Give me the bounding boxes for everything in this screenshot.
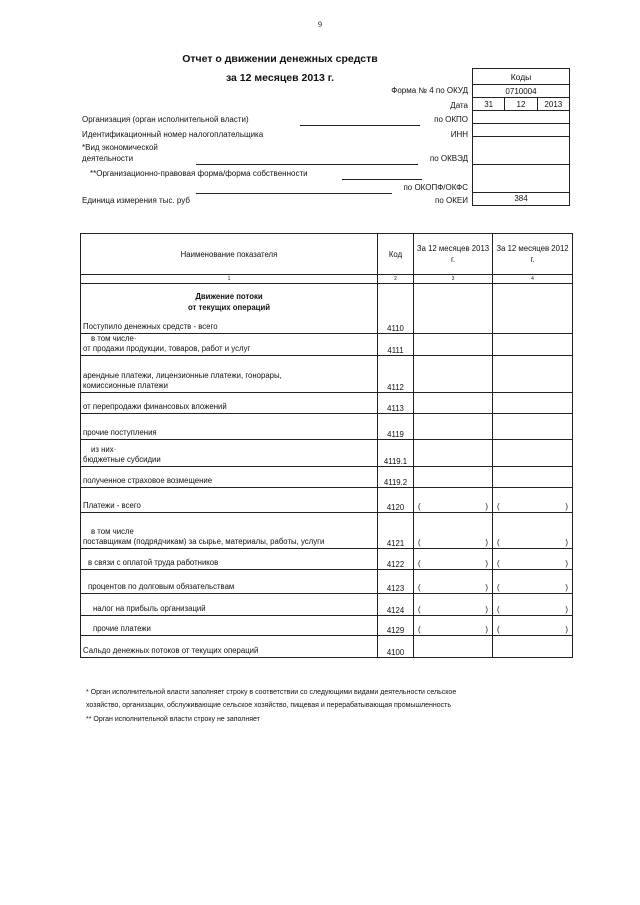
row-code: 4120 (378, 488, 414, 513)
row-pre-label: арендные платежи, лицензионные платежи, гонорары, (83, 371, 282, 380)
activity-label-1: *Вид экономической (82, 143, 158, 152)
open-paren: ( (418, 583, 421, 592)
date-year: 2013 (544, 100, 563, 109)
col-number-3: 3 (414, 275, 493, 284)
organization-underline (300, 125, 420, 126)
open-paren: ( (418, 559, 421, 568)
row-name (81, 440, 378, 467)
value-2012 (493, 570, 573, 594)
row-label: Платежи - всего (83, 501, 141, 510)
section-title-line-2: от текущих операций (187, 303, 271, 312)
row-label: от продажи продукции, товаров, работ и услуг (83, 344, 251, 353)
close-paren: ) (485, 583, 488, 592)
table-body (81, 284, 573, 658)
row-code: 4119 (378, 414, 414, 440)
organization-label: Организация (орган исполнительной власти) (82, 115, 249, 124)
taxpayer-id-label: Идентификационный номер налогоплательщика (82, 130, 264, 139)
value-2012 (493, 594, 573, 616)
row-label: полученное страховое возмещение (83, 476, 213, 485)
table-row (81, 570, 573, 594)
open-paren: ( (497, 559, 500, 568)
close-paren: ) (485, 502, 488, 511)
row-name (81, 284, 378, 334)
table-row (81, 356, 573, 393)
okud-label: Форма № 4 по ОКУД (391, 86, 468, 95)
table-row (81, 440, 573, 467)
okved-value (473, 137, 569, 165)
row-pre-label: в том числе· (91, 334, 137, 343)
legal-form-label: **Организационно-правовая форма/форма собственности (90, 169, 308, 178)
okved-label: по ОКВЭД (429, 154, 468, 163)
footnote-1-line-2: хозяйство, организации, обслуживающие сельское хозяйство, пищевая и перерабатывающая промышленность (86, 702, 452, 709)
open-paren: ( (497, 502, 500, 511)
row-label: от перепродажи финансовых вложений (83, 402, 227, 411)
open-paren: ( (418, 502, 421, 511)
report-title: Отчет о движении денежных средств (182, 53, 378, 65)
row-name (81, 616, 378, 636)
row-label: прочие платежи (93, 624, 151, 633)
value-2012 (493, 636, 573, 658)
row-name (81, 393, 378, 414)
open-paren: ( (497, 538, 500, 547)
row-code: 4123 (378, 570, 414, 594)
date-label: Дата (450, 101, 468, 110)
table-header-row (81, 234, 573, 275)
value-2013 (414, 440, 493, 467)
row-code: 4119.2 (378, 467, 414, 488)
cash-flow-table (80, 233, 573, 658)
row-label: налог на прибыль организаций (93, 604, 206, 613)
column-number-row (81, 275, 573, 284)
value-2012 (493, 513, 573, 549)
unit-label: Единица измерения тыс. руб (82, 196, 190, 205)
open-paren: ( (418, 625, 421, 634)
table-row (81, 594, 573, 616)
okpo-label: по ОКПО (434, 115, 468, 124)
row-name (81, 467, 378, 488)
row-label: Сальдо денежных потоков от текущих операций (83, 646, 259, 655)
row-label: в связи с оплатой труда работников (88, 558, 219, 567)
row-name (81, 594, 378, 616)
okpo-value (473, 111, 569, 124)
row-label: Поступило денежных средств - всего (83, 322, 218, 331)
close-paren: ) (565, 559, 568, 568)
close-paren: ) (565, 502, 568, 511)
value-2013 (414, 570, 493, 594)
table-row (81, 393, 573, 414)
row-code: 4124 (378, 594, 414, 616)
close-paren: ) (565, 538, 568, 547)
table-row (81, 284, 573, 334)
value-2013 (414, 636, 493, 658)
value-2012 (493, 488, 573, 513)
open-paren: ( (418, 538, 421, 547)
table-row (81, 414, 573, 440)
table-row (81, 616, 573, 636)
row-code: 4119.1 (378, 440, 414, 467)
value-2013 (414, 594, 493, 616)
date-day: 31 (473, 98, 505, 110)
section-title-line-1: Движение потоки (195, 292, 263, 301)
row-code: 4111 (378, 334, 414, 356)
codes-grid (472, 68, 570, 206)
okud-value: 0710004 (473, 85, 569, 98)
open-paren: ( (497, 625, 500, 634)
codes-header: Коды (473, 69, 569, 85)
table-row (81, 467, 573, 488)
row-label: поставщикам (подрядчикам) за сырье, материалы, работы, услуги (83, 537, 325, 546)
close-paren: ) (565, 625, 568, 634)
row-code: 4129 (378, 616, 414, 636)
table-row (81, 488, 573, 513)
row-name (81, 549, 378, 570)
row-name (81, 636, 378, 658)
value-2012 (493, 549, 573, 570)
close-paren: ) (565, 605, 568, 614)
row-code: 4110 (378, 284, 414, 334)
value-2012 (493, 467, 573, 488)
row-label: комиссионные платежи (83, 381, 168, 390)
value-2013 (414, 356, 493, 393)
okopf-label: по ОКОПФ/ОКФС (403, 183, 468, 192)
okei-label: по ОКЕИ (435, 196, 468, 205)
open-paren: ( (497, 583, 500, 592)
value-2013 (414, 467, 493, 488)
close-paren: ) (485, 605, 488, 614)
value-2013 (414, 393, 493, 414)
value-2012 (493, 440, 573, 467)
value-2012 (493, 284, 573, 334)
close-paren: ) (485, 559, 488, 568)
page-number: 9 (318, 20, 322, 29)
open-paren: ( (497, 605, 500, 614)
row-code: 4112 (378, 356, 414, 393)
row-pre-label: из них· (91, 445, 117, 454)
value-2012 (493, 616, 573, 636)
activity-label-2: деятельности (82, 154, 134, 163)
row-name (81, 513, 378, 549)
row-name (81, 488, 378, 513)
row-name (81, 356, 378, 393)
value-2013 (414, 488, 493, 513)
row-name (81, 334, 378, 356)
value-2013 (414, 414, 493, 440)
row-code: 4122 (378, 549, 414, 570)
value-2013 (414, 334, 493, 356)
close-paren: ) (485, 625, 488, 634)
value-2012 (493, 393, 573, 414)
value-2012 (493, 356, 573, 393)
value-2013 (414, 549, 493, 570)
open-paren: ( (418, 605, 421, 614)
row-name (81, 414, 378, 440)
footnote-1-line-1: * Орган исполнительной власти заполняет строку в соответствии со следующими видами деятельности сельское (86, 689, 457, 696)
row-label: бюджетные субсидии (83, 455, 161, 464)
header-name: Наименование показателя (81, 234, 378, 275)
okei-value: 384 (514, 194, 528, 203)
col-number-1: 1 (81, 275, 378, 284)
row-label: прочие поступления (83, 428, 157, 437)
row-code: 4121 (378, 513, 414, 549)
row-code: 4113 (378, 393, 414, 414)
activity-underline (196, 164, 418, 165)
row-code: 4100 (378, 636, 414, 658)
report-period: за 12 месяцев 2013 г. (225, 72, 335, 84)
row-label: процентов по долговым обязательствам (88, 582, 235, 591)
row-name (81, 570, 378, 594)
close-paren: ) (565, 583, 568, 592)
table-row (81, 636, 573, 658)
date-month: 12 (505, 98, 537, 110)
value-2013 (414, 513, 493, 549)
close-paren: ) (485, 538, 488, 547)
col-number-2: 2 (378, 275, 414, 284)
table-row (81, 549, 573, 570)
date-cells (473, 98, 569, 111)
table-row (81, 334, 573, 356)
header-2013: За 12 месяцев 2013 г. (414, 234, 493, 275)
inn-value (473, 124, 569, 137)
inn-label: ИНН (450, 130, 468, 139)
okopf-value (473, 165, 569, 193)
header-code: Код (378, 234, 414, 275)
value-2012 (493, 414, 573, 440)
col-number-4: 4 (493, 275, 573, 284)
table-row (81, 513, 573, 549)
legal-form-underline-2 (196, 193, 392, 194)
header-2012: За 12 месяцев 2012 г. (493, 234, 573, 275)
value-2013 (414, 284, 493, 334)
value-2012 (493, 334, 573, 356)
value-2013 (414, 616, 493, 636)
row-pre-label: в том числе (91, 527, 134, 536)
footnote-2: ** Орган исполнительной власти строку не заполняет (86, 716, 260, 723)
legal-form-underline (342, 179, 422, 180)
